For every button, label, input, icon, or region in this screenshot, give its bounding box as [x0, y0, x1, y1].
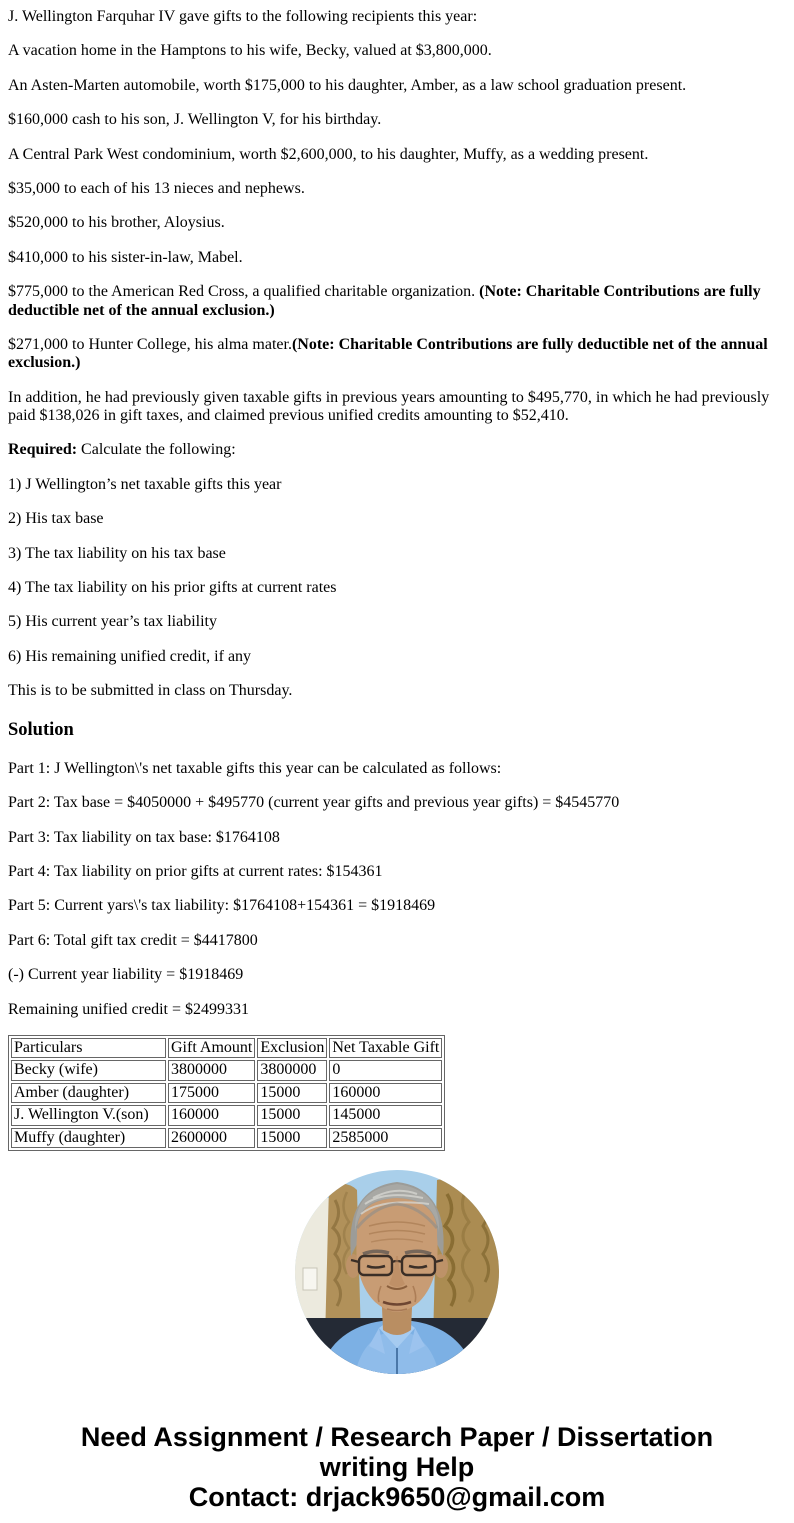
- gift-item-condominium: A Central Park West condominium, worth $2,600,000, to his daughter, Muffy, as a wedding present.: [8, 145, 649, 163]
- gift-item-hunter-college: [8, 336, 786, 373]
- solution-table-container: [8, 1035, 786, 1146]
- gift-item-cash-son: $160,000 cash to his son, J. Wellington V, for his birthday.: [8, 111, 382, 129]
- table-header-row: [11, 1038, 442, 1058]
- submission-note: This is to be submitted in class on Thursday.: [8, 682, 293, 700]
- red-cross-text: $775,000 to the American Red Cross, a qualified charitable organization.: [8, 283, 480, 301]
- solution-remaining-credit: Remaining unified credit = $2499331: [8, 1000, 249, 1018]
- cell-particulars: Becky (wife): [11, 1060, 166, 1080]
- solution-part-2: Part 2: Tax base = $4050000 + $495770 (current year gifts and previous year gifts) = $4545770: [8, 794, 620, 812]
- gift-item-sister-in-law: $410,000 to his sister-in-law, Mabel.: [8, 248, 243, 266]
- solution-current-year-liability: (-) Current year liability = $1918469: [8, 966, 244, 984]
- prior-gifts-paragraph: In addition, he had previously given taxable gifts in previous years amounting to $495,770, in which he had previously paid $138,026 in gift taxes, and claimed previous unified credits amounting to $52,410.: [8, 388, 770, 425]
- footer-headline: Need Assignment / Research Paper / Dissertation writing Help: [80, 1421, 714, 1482]
- cell-gift-amount: 3800000: [168, 1060, 255, 1080]
- header-net-taxable-gift: Net Taxable Gift: [329, 1038, 442, 1058]
- cell-net-taxable: 145000: [329, 1105, 442, 1125]
- requirement-item-3: 3) The tax liability on his tax base: [8, 544, 226, 562]
- hunter-note: (Note: Charitable Contributions are fully deductible net of the annual exclusion.): [8, 335, 768, 372]
- requirement-item-2: 2) His tax base: [8, 510, 104, 528]
- gift-item-red-cross: [8, 283, 786, 320]
- cell-gift-amount: 2600000: [168, 1128, 255, 1148]
- solution-part-4: Part 4: Tax liability on prior gifts at current rates: $154361: [8, 863, 383, 881]
- red-cross-note: (Note: Charitable Contributions are fully deductible net of the annual exclusion.): [8, 283, 761, 319]
- tutor-portrait-photo: [295, 1170, 499, 1374]
- cell-exclusion: 15000: [257, 1083, 327, 1103]
- required-line: [8, 441, 786, 459]
- cell-gift-amount: 175000: [168, 1083, 255, 1103]
- cell-exclusion: 15000: [257, 1105, 327, 1125]
- gift-item-nieces-nephews: $35,000 to each of his 13 nieces and nephews.: [8, 179, 305, 197]
- cell-particulars: J. Wellington V.(son): [11, 1105, 166, 1125]
- cell-exclusion: 15000: [257, 1128, 327, 1148]
- cell-particulars: Amber (daughter): [11, 1083, 166, 1103]
- photo-section: [0, 1170, 794, 1374]
- solution-part-1: Part 1: J Wellington\'s net taxable gifts this year can be calculated as follows:: [8, 759, 502, 777]
- cell-net-taxable: 160000: [329, 1083, 442, 1103]
- requirement-item-6: 6) His remaining unified credit, if any: [8, 647, 252, 665]
- header-particulars: Particulars: [11, 1038, 166, 1058]
- solution-heading: Solution: [8, 719, 74, 740]
- table-row-becky: [11, 1060, 442, 1080]
- portrait-illustration: [295, 1170, 499, 1374]
- gift-table: [8, 1035, 445, 1151]
- table-row-muffy: [11, 1128, 442, 1148]
- hunter-text: $271,000 to Hunter College, his alma mater.: [8, 335, 292, 353]
- solution-part-6: Part 6: Total gift tax credit = $4417800: [8, 931, 258, 949]
- requirement-item-4: 4) The tax liability on his prior gifts at current rates: [8, 579, 337, 597]
- header-gift-amount: Gift Amount: [168, 1038, 255, 1058]
- footer-banner: [35, 1422, 759, 1512]
- cell-gift-amount: 160000: [168, 1105, 255, 1125]
- required-label: Required:: [8, 441, 78, 459]
- gift-item-vacation-home: A vacation home in the Hamptons to his wife, Becky, valued at $3,800,000.: [8, 42, 492, 60]
- cell-net-taxable: 2585000: [329, 1128, 442, 1148]
- header-exclusion: Exclusion: [257, 1038, 327, 1058]
- requirement-item-1: 1) J Wellington’s net taxable gifts this year: [8, 475, 282, 493]
- required-text: Calculate the following:: [77, 441, 236, 459]
- requirement-item-5: 5) His current year’s tax liability: [8, 613, 217, 631]
- cell-particulars: Muffy (daughter): [11, 1128, 166, 1148]
- gift-item-brother: $520,000 to his brother, Aloysius.: [8, 214, 225, 232]
- solution-part-3: Part 3: Tax liability on tax base: $1764108: [8, 828, 280, 846]
- gift-item-automobile: An Asten-Marten automobile, worth $175,000 to his daughter, Amber, as a law school graduation present.: [8, 76, 687, 94]
- cell-exclusion: 3800000: [257, 1060, 327, 1080]
- cell-net-taxable: 0: [329, 1060, 442, 1080]
- table-row-wellington-v: [11, 1105, 442, 1125]
- solution-part-5: Part 5: Current yars\'s tax liability: $1764108+154361 = $1918469: [8, 897, 436, 915]
- intro-paragraph: J. Wellington Farquhar IV gave gifts to the following recipients this year:: [8, 8, 478, 25]
- footer-contact-email: Contact: drjack9650@gmail.com: [188, 1481, 606, 1512]
- table-row-amber: [11, 1083, 442, 1103]
